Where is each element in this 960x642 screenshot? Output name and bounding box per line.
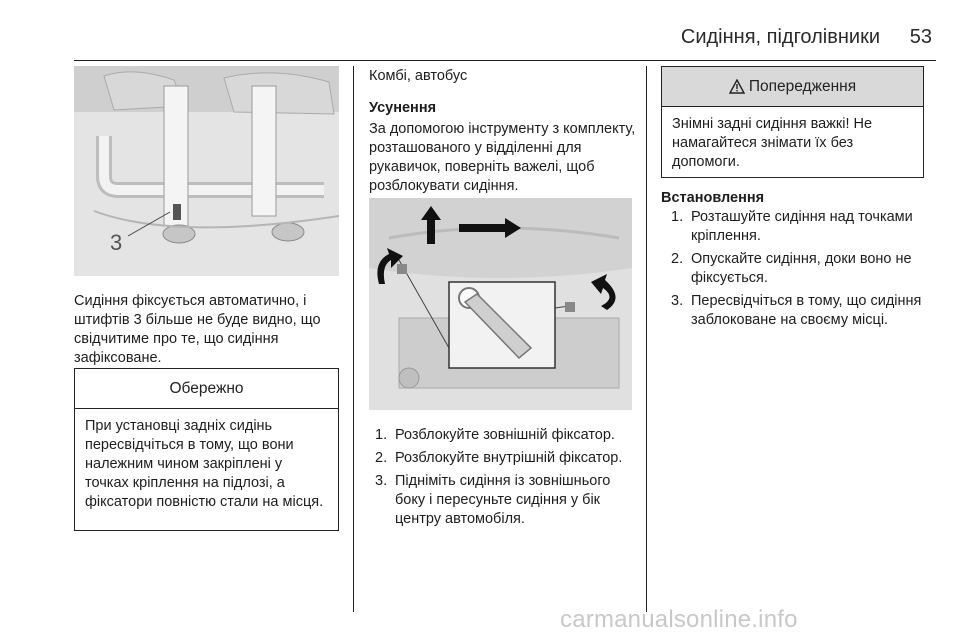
list-item: [671, 250, 929, 288]
section-title: Комбі, автобус: [369, 68, 468, 84]
left-paragraph: Сидіння фіксується автоматично, і штифтів 3 більше не буде видно, що свідчитиме про те, що сидіння зафіксоване.: [74, 293, 321, 366]
step-number: 1.: [671, 209, 684, 225]
list-item: [375, 472, 639, 529]
step-number: 3.: [375, 473, 388, 489]
callout-number: 3: [110, 230, 123, 255]
warning-triangle-icon: [729, 79, 745, 94]
installation-steps: [671, 208, 929, 334]
caution-text: При установці задніх сидінь пересвідчіться в тому, що вони належним чином закріплені у точках кріплення на підлозі, а фіксатори повністю стали на місця.: [85, 418, 324, 510]
step-number: 2.: [671, 251, 684, 267]
step-text: Пересвідчіться в тому, що сидіння заблоковане на своєму місці.: [691, 293, 922, 328]
warning-box: [661, 66, 924, 178]
step-number: 2.: [375, 450, 388, 466]
column-divider-left: [353, 66, 354, 612]
installation-subheading: Встановлення: [661, 190, 765, 206]
step-number: 1.: [375, 427, 388, 443]
page-header-title: Сидіння, підголівники: [680, 26, 880, 48]
removal-steps: [375, 426, 639, 533]
step-text: Розблокуйте зовнішній фіксатор.: [395, 427, 615, 443]
removal-paragraph: За допомогою інструменту з комплекту, розташованого у відділенні для рукавичок, поверніть важелі, щоб розблокувати сидіння.: [369, 121, 636, 194]
seat-unlock-illustration: [369, 198, 632, 410]
step-text: Опускайте сидіння, доки воно не фіксується.: [691, 251, 912, 286]
page-number: 53: [909, 26, 932, 48]
watermark: carmanualsonline.info: [560, 606, 798, 633]
header-divider: [74, 60, 936, 61]
caution-box: [74, 368, 339, 531]
list-item: [375, 449, 639, 468]
step-text: Розташуйте сидіння над точками кріплення.: [691, 209, 913, 244]
warning-title: Попередження: [748, 77, 857, 95]
list-item: [671, 208, 929, 246]
seat-unlock-drawing: [369, 198, 632, 410]
warning-header: [662, 67, 923, 107]
step-text: Розблокуйте внутрішній фіксатор.: [395, 450, 623, 466]
removal-subheading: Усунення: [369, 100, 437, 116]
caution-title: Обережно: [75, 369, 338, 409]
list-item: [375, 426, 639, 445]
step-number: 3.: [671, 293, 684, 309]
warning-text: Знімні задні сидіння важкі! Не намагайтеся знімати їх без допомоги.: [672, 116, 873, 170]
column-divider-right: [646, 66, 647, 612]
seat-anchor-illustration: [74, 66, 339, 276]
list-item: [671, 292, 929, 330]
step-text: Підніміть сидіння із зовнішнього боку і пересуньте сидіння у бік центру автомобіля.: [395, 473, 611, 527]
